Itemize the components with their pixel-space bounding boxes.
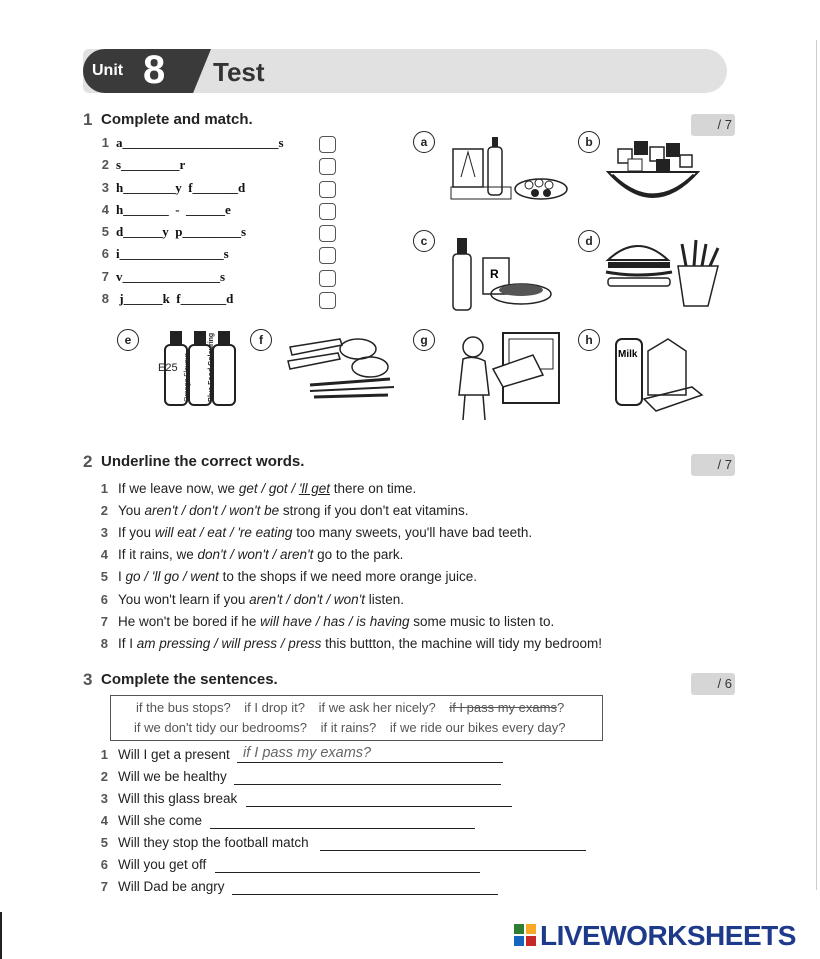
completion-number: 1	[100, 747, 108, 762]
sentence-number: 3	[100, 525, 108, 541]
word-box-option: if the bus stops?	[136, 700, 231, 715]
sentence-fragment: listen.	[364, 591, 405, 607]
section2-title: Underline the correct words.	[101, 453, 305, 470]
word-item-text[interactable]: d______y p_________s	[116, 224, 247, 239]
word-choice[interactable]: aren't / don't / won't be	[144, 503, 280, 519]
word-box	[110, 695, 603, 741]
sentence-fragment: some music to listen to.	[409, 613, 555, 629]
word-item-number: 4	[101, 202, 109, 217]
answer-line[interactable]	[210, 827, 475, 829]
word-item-text[interactable]: j______k f_______d	[116, 291, 234, 306]
section3-title: Complete the sentences.	[101, 671, 278, 688]
completion-prompt: Will we be healthy	[118, 769, 227, 784]
completion-number: 3	[100, 791, 108, 806]
answer-text[interactable]: if I pass my exams?	[243, 745, 372, 761]
sentence-fragment: He won't be bored if he	[118, 613, 261, 629]
sentence-text	[118, 525, 532, 540]
word-box-option: if it rains?	[320, 720, 377, 735]
picture-label-c: c	[413, 230, 435, 252]
completion-prompt: Will you get off	[118, 857, 207, 872]
word-item-number: 3	[101, 180, 109, 195]
word-choice[interactable]: go / 'll go / went	[125, 569, 219, 585]
word-item-number: 1	[101, 135, 109, 150]
answer-line[interactable]	[320, 849, 586, 851]
match-answer-box[interactable]	[319, 181, 336, 198]
flour-oil-eggs-icon	[433, 127, 573, 222]
word-box-line2	[129, 720, 571, 735]
word-choice[interactable]: will have / has / is having	[260, 613, 410, 629]
woman-oven-icon	[433, 325, 573, 425]
section3-score: / 6	[691, 673, 735, 695]
match-answer-box[interactable]	[319, 247, 336, 264]
word-item-text[interactable]: v_______________s	[116, 269, 226, 284]
sentence-fragment: to the shops if we need more orange juice.	[218, 569, 478, 585]
sentence-text	[118, 481, 416, 496]
completion-prompt: Will they stop the football match	[118, 835, 309, 850]
section1-number: 1	[83, 110, 93, 129]
answer-line[interactable]	[232, 893, 498, 895]
word-item-text[interactable]: s_________r	[116, 157, 186, 172]
sentence-fragment: go to the park.	[313, 547, 404, 563]
word-box-option: if I drop it?	[244, 700, 305, 715]
picture-label-e: e	[117, 329, 139, 351]
sentence-number: 6	[100, 591, 108, 607]
picture-label-g: g	[413, 329, 435, 351]
word-box-used-qmark: ?	[556, 700, 565, 715]
word-choice[interactable]: am pressing / will press / press	[136, 635, 322, 651]
sentence-fragment: If it rains, we	[118, 547, 198, 563]
sentence-text	[118, 636, 602, 651]
answer-line[interactable]	[215, 871, 480, 873]
sentence-number: 5	[100, 569, 108, 585]
picture-label-f: f	[250, 329, 272, 351]
word-item-number: 5	[101, 224, 109, 239]
sentence-text	[118, 592, 404, 607]
section2-score: / 7	[691, 454, 735, 476]
completion-number: 2	[100, 769, 108, 784]
word-item-number: 6	[101, 246, 109, 261]
completion-number: 4	[100, 813, 108, 828]
section3-number: 3	[83, 670, 93, 689]
sentence-text	[118, 503, 469, 518]
word-choice[interactable]: aren't / don't / won't	[249, 591, 365, 607]
word-item-number: 7	[101, 269, 109, 284]
sentence-number: 1	[100, 481, 108, 496]
svg-text:R: R	[490, 267, 499, 281]
match-answer-box[interactable]	[319, 136, 336, 153]
liveworksheets-logo[interactable]: LIVEWORKSHEETS	[540, 920, 796, 951]
sentence-text	[118, 547, 403, 562]
sugar-bowl-icon	[598, 127, 708, 222]
sentence-fragment: strong if you don't eat vitamins.	[279, 503, 469, 519]
word-choice[interactable]: don't / won't / aren't	[197, 547, 314, 563]
sentence-fragment: You won't learn if you	[118, 591, 250, 607]
word-item-text[interactable]: a________________________s	[116, 135, 284, 150]
bottle-label: E25	[158, 362, 178, 374]
word-item-number: 8	[101, 291, 109, 306]
milk-cheese-icon	[598, 325, 708, 425]
bottle-label: Orange Flavour	[184, 353, 191, 402]
completion-prompt: Will I get a present	[118, 747, 230, 762]
match-answer-box[interactable]	[319, 225, 336, 242]
picture-label-a: a	[413, 131, 435, 153]
section2-number: 2	[83, 452, 93, 471]
completion-number: 7	[100, 879, 108, 894]
word-box-used-option: if I pass my exams	[449, 700, 557, 715]
word-choice[interactable]: get / got /	[238, 481, 299, 496]
sentence-fragment: You	[118, 503, 145, 519]
burger-fries-icon	[598, 226, 728, 321]
sentence-fragment: too many sweets, you'll have bad teeth.	[292, 525, 533, 541]
answer-line[interactable]	[234, 783, 501, 785]
answer-line[interactable]	[237, 761, 503, 763]
completion-number: 5	[100, 835, 108, 850]
sentence-number: 2	[100, 503, 108, 519]
word-choice[interactable]: will eat / eat / 're eating	[154, 525, 293, 541]
match-answer-box[interactable]	[319, 203, 336, 220]
word-box-option: if we don't tidy our bedrooms?	[134, 720, 308, 735]
sentence-fragment: I	[118, 569, 126, 585]
match-answer-box[interactable]	[319, 292, 336, 309]
vegetables-icon	[270, 325, 400, 420]
page-edge-left	[0, 912, 2, 959]
word-item-text[interactable]: h________y f_______d	[116, 180, 246, 195]
sentence-text	[118, 614, 554, 629]
sentence-fragment: If we leave now, we	[118, 481, 239, 496]
sentence-number: 4	[100, 547, 108, 563]
oil-rice-icon	[433, 226, 563, 321]
page-title: Test	[213, 57, 265, 87]
sentence-fragment: If I	[118, 635, 137, 651]
word-box-line1	[131, 700, 564, 715]
sentence-number: 7	[100, 613, 108, 629]
section1-score: / 7	[691, 114, 735, 136]
word-box-option: if we ask her nicely?	[318, 700, 436, 715]
word-box-option: if we ride our bikes every day?	[389, 720, 566, 735]
milk-label: Milk	[618, 349, 638, 360]
picture-label-b: b	[578, 131, 600, 153]
answer-line[interactable]	[246, 805, 512, 807]
liveworksheets-logo-icon	[514, 924, 536, 946]
sentence-number: 8	[100, 635, 108, 651]
picture-label-d: d	[578, 230, 600, 252]
bottle-label: Blue Food Colouring	[208, 332, 215, 402]
match-answer-box[interactable]	[319, 158, 336, 175]
completion-prompt: Will Dad be angry	[118, 879, 225, 894]
match-answer-box[interactable]	[319, 270, 336, 287]
picture-label-h: h	[578, 329, 600, 351]
unit-label: Unit	[92, 62, 124, 79]
completion-prompt: Will this glass break	[118, 791, 238, 806]
page-edge	[816, 40, 817, 890]
word-item-text[interactable]: h_______ - ______e	[116, 202, 231, 217]
completion-number: 6	[100, 857, 108, 872]
sentence-fragment: this buttton, the machine will tidy my bedroom!	[321, 635, 602, 651]
word-choice[interactable]: 'll get	[298, 481, 330, 496]
sentence-fragment: If you	[118, 525, 155, 541]
sentence-fragment: there on time.	[329, 481, 417, 496]
unit-number: 8	[143, 48, 166, 92]
section1-title: Complete and match.	[101, 111, 253, 128]
word-item-text[interactable]: i________________s	[116, 246, 229, 261]
completion-prompt: Will she come	[118, 813, 203, 828]
sentence-text	[118, 569, 477, 584]
word-item-number: 2	[101, 157, 109, 172]
